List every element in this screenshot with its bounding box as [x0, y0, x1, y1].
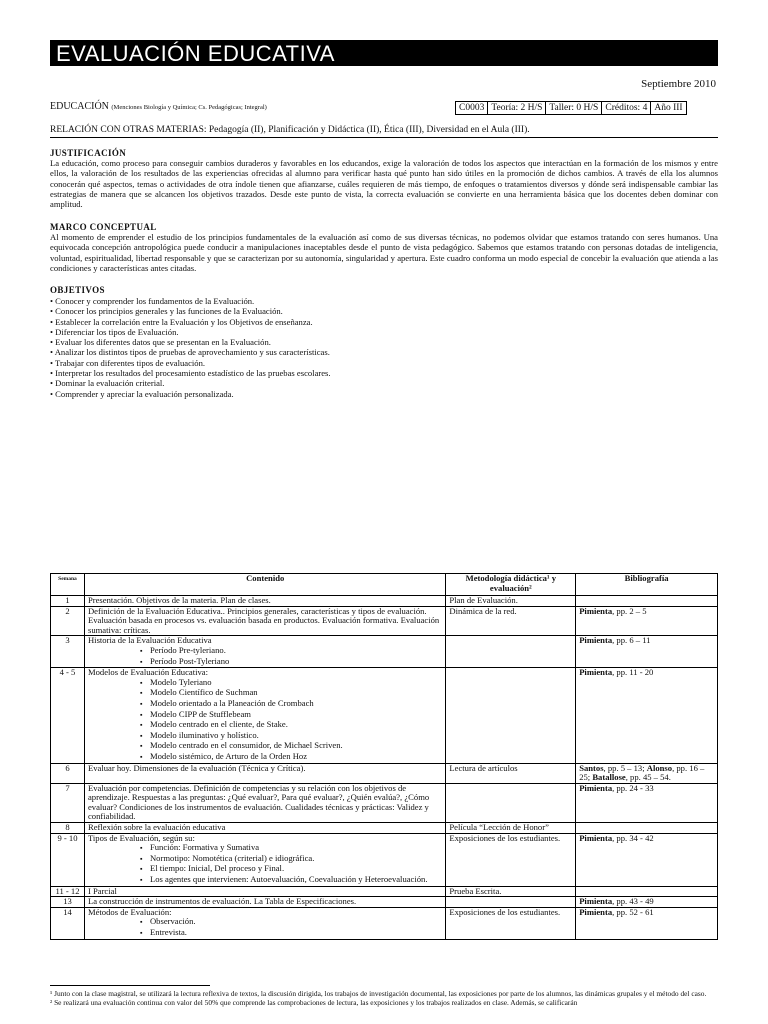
course-code: C0003: [455, 101, 488, 115]
week-cell: 14: [51, 907, 85, 939]
content-text: La construcción de instrumentos de evaluación. La Tabla de Especificaciones.: [87, 896, 357, 907]
content-text: Definición de la Evaluación Educativa.. Principios generales, características y tipos de evaluación. Evaluación basada en procesos vs. evaluación basada en productos. Evaluación formativa. Evaluación sumativa: críticas.: [87, 605, 440, 635]
content-bullet: ▪ Período Pre-tyleriano.: [150, 646, 442, 657]
education-label: [50, 101, 267, 112]
objective-item: • Conocer y comprender los fundamentos de la Evaluación.: [50, 296, 718, 306]
table-row: [51, 833, 718, 886]
content-cell: [84, 907, 445, 939]
content-cell: [84, 636, 445, 668]
title-bar: [50, 40, 718, 66]
content-text: Historia de la Evaluación Educativa: [87, 635, 212, 646]
methodology-cell: Exposiciones de los estudiantes.: [446, 907, 576, 939]
content-bullet: ▪ Período Post-Tyleriano: [150, 657, 442, 668]
education-title: EDUCACIÓN: [50, 101, 109, 112]
theory-hours: Teoría: 2 H/S: [488, 101, 546, 115]
table-row: [51, 823, 718, 834]
week-cell: 8: [51, 823, 85, 834]
footnote-divider: [50, 985, 210, 986]
document-date: Septiembre 2010: [641, 78, 716, 90]
objective-item: • Analizar los distintos tipos de pruebas de aprovechamiento y sus características.: [50, 347, 718, 357]
bibliography-cell: Pimienta, pp. 52 - 61: [576, 907, 718, 939]
week-cell: 4 - 5: [51, 668, 85, 763]
objective-item: • Evaluar los diferentes datos que se presentan en la Evaluación.: [50, 337, 718, 347]
week-cell: 1: [51, 596, 85, 607]
objective-item: • Dominar la evaluación criterial.: [50, 378, 718, 388]
justification-text: La educación, como proceso para conseguir cambios duraderos y favorables en los educandos, exige la valoración de todos los aspectos que interactúan en la formación de los mismos y entre ellos, la valoración de los resultados de las experiencias ofrecidas al alumno para verificar hasta qué punto han sido útiles en la promoción de dichos cambios. A través de ella los alumnos conocerán qué aspectos, temas o actividades de otra índole tienen que afianzarse, cuáles requieren de más tiempo, de enfoques o tratamientos diversos y dónde será indispensable cambiar las estrategias de manera que se alcancen los objetivos trazados. Desde este punto de vista, la correcta evaluación se convierte en una herramienta básica que los docentes deben dominar con amplitud.: [50, 158, 718, 210]
table-row: [51, 763, 718, 783]
methodology-cell: Exposiciones de los estudiantes.: [446, 833, 576, 886]
content-bullet: ▪ Modelo CIPP de Stufflebeam: [150, 710, 442, 721]
content-text: I Parcial: [87, 885, 117, 896]
methodology-cell: [446, 636, 576, 668]
methodology-cell: [446, 783, 576, 822]
methodology-cell: [446, 668, 576, 763]
content-bullet: ▪ Observación.: [150, 917, 442, 928]
content-bullet: ▪ Entrevista.: [150, 928, 442, 939]
objective-item: • Interpretar los resultados del procesamiento estadístico de las pruebas escolares.: [50, 368, 718, 378]
table-row: [51, 783, 718, 822]
content-cell: [84, 783, 445, 822]
content-bullet: ▪ Modelo Tyleriano: [150, 678, 442, 689]
week-cell: 9 - 10: [51, 833, 85, 886]
content-text: Métodos de Evaluación:: [87, 906, 172, 917]
content-bullet: ▪ Modelo Científico de Suchman: [150, 688, 442, 699]
content-bullets: [150, 678, 442, 763]
bibliography-cell: [576, 596, 718, 607]
workshop-hours: Taller: 0 H/S: [546, 101, 602, 115]
content-bullet: ▪ El tiempo: Inicial, Del proceso y Final.: [150, 864, 442, 875]
content-cell: [84, 763, 445, 783]
related-subjects: RELACIÓN CON OTRAS MATERIAS: Pedagogía (II), Planificación y Didáctica (II), Ética (III), Diversidad en el Aula (III).: [50, 125, 718, 138]
week-cell: 2: [51, 606, 85, 636]
methodology-cell: Lectura de artículos: [446, 763, 576, 783]
content-text: Evaluar hoy. Dimensiones de la evaluación (Técnica y Crítica).: [87, 762, 306, 773]
content-bullet: ▪ Modelo centrado en el cliente, de Stake.: [150, 720, 442, 731]
conceptual-framework-heading: MARCO CONCEPTUAL: [50, 222, 157, 232]
objective-item: • Trabajar con diferentes tipos de evaluación.: [50, 358, 718, 368]
year: Año III: [651, 101, 686, 115]
content-text: Presentación. Objetivos de la materia. Plan de clases.: [87, 595, 271, 605]
header-methodology: Metodología didáctica¹ y evaluación²: [446, 574, 576, 596]
content-bullet: ▪ Normotipo: Nomotética (criterial) e idiográfica.: [150, 854, 442, 865]
bibliography-cell: [576, 886, 718, 897]
content-cell: [84, 897, 445, 908]
objective-item: • Establecer la correlación entre la Evaluación y los Objetivos de enseñanza.: [50, 317, 718, 327]
table-row: [51, 668, 718, 763]
methodology-cell: Prueba Escrita.: [446, 886, 576, 897]
bibliography-cell: Pimienta, pp. 43 - 49: [576, 897, 718, 908]
footnote-1: ¹ Junto con la clase magistral, se utilizará la lectura reflexiva de textos, la discusión dirigida, los trabajos de investigación documental, las exposiciones por parte de los alumnos, las dinámicas grupales y el método del caso.: [50, 989, 707, 998]
header-content: Contenido: [84, 574, 445, 596]
week-cell: 3: [51, 636, 85, 668]
bibliography-cell: Pimienta, pp. 11 - 20: [576, 668, 718, 763]
content-cell: [84, 668, 445, 763]
course-info-boxes: [455, 101, 687, 115]
credits: Créditos: 4: [602, 101, 651, 115]
content-bullets: [150, 646, 442, 667]
content-cell: [84, 886, 445, 897]
content-bullet: ▪ Modelo orientado a la Planeación de Crombach: [150, 699, 442, 710]
content-cell: [84, 606, 445, 636]
content-cell: [84, 823, 445, 834]
bibliography-cell: Pimienta, pp. 2 – 5: [576, 606, 718, 636]
objective-item: • Comprender y apreciar la evaluación personalizada.: [50, 389, 718, 399]
content-bullet: ▪ Modelo iluminativo y holístico.: [150, 731, 442, 742]
table-row: [51, 886, 718, 897]
week-cell: 13: [51, 897, 85, 908]
content-text: Evaluación por competencias. Definición de competencias y su relación con los objetivos de aprendizaje. Respuestas a las preguntas: ¿Qué evaluar?, Para qué evaluar?, ¿Quién evalúa?, ¿Cómo evaluar? Condiciones de los instrumentos de evaluación. Cualidades técnicas y prácticas: Validez y confiabilidad.: [87, 782, 430, 822]
methodology-cell: Película “Lección de Honor”: [446, 823, 576, 834]
objectives-list: [50, 296, 718, 399]
table-row: [51, 596, 718, 607]
schedule-table: [50, 573, 718, 940]
content-bullet: ▪ Modelo centrado en el consumidor, de Michael Scriven.: [150, 741, 442, 752]
header-bibliography: Bibliografía: [576, 574, 718, 596]
justification-heading: JUSTIFICACIÓN: [50, 148, 127, 158]
objective-item: • Diferenciar los tipos de Evaluación.: [50, 327, 718, 337]
footnote-2: ² Se realizará una evaluación continua con valor del 50% que comprende las comprobaciones de lectura, las exposiciones y los trabajos realizados en clase. Además, se calificarán: [50, 998, 578, 1007]
document-title: EVALUACIÓN EDUCATIVA: [56, 41, 335, 66]
table-row: [51, 606, 718, 636]
table-row: [51, 897, 718, 908]
content-text: Modelos de Evaluación Educativa:: [87, 667, 209, 678]
objective-item: • Conocer los principios generales y las funciones de la Evaluación.: [50, 306, 718, 316]
bibliography-cell: Pimienta, pp. 24 - 33: [576, 783, 718, 822]
conceptual-framework-text: Al momento de emprender el estudio de los principios fundamentales de la evaluación así como de sus diversas técnicas, no podemos olvidar que estamos tratando con seres humanos. Una equivocada concepción antropológica puede conducir a manipulaciones inaceptables desde el punto de vista pedagógico. Sabemos que estamos tratando con personas dotadas de inteligencia, voluntad, espiritualidad, libertad responsable y que se caracterizan por su autonomía, singularidad y apertura. Este cuadro conforma un modo especial de concebir la evaluación que atienda a las condiciones y características antes citadas.: [50, 232, 718, 273]
content-text: Tipos de Evaluación, según su:: [87, 832, 195, 843]
methodology-cell: [446, 897, 576, 908]
footnotes: [50, 989, 718, 1007]
week-cell: 11 - 12: [51, 886, 85, 897]
table-row: [51, 636, 718, 668]
education-row: [50, 101, 718, 115]
content-bullets: [150, 917, 442, 938]
week-cell: 6: [51, 763, 85, 783]
objectives-heading: OBJETIVOS: [50, 285, 105, 295]
methodology-cell: Plan de Evaluación.: [446, 596, 576, 607]
bibliography-cell: Pimienta, pp. 6 – 11: [576, 636, 718, 668]
bibliography-cell: [576, 823, 718, 834]
content-bullet: ▪ Función: Formativa y Sumativa: [150, 843, 442, 854]
bibliography-cell: Pimienta, pp. 34 - 42: [576, 833, 718, 886]
week-cell: 7: [51, 783, 85, 822]
methodology-cell: Dinámica de la red.: [446, 606, 576, 636]
content-bullets: [150, 843, 442, 885]
table-row: [51, 907, 718, 939]
content-cell: [84, 596, 445, 607]
bibliography-cell: Santos, pp. 5 – 13; Alonso, pp. 16 – 25; Batallose, pp. 45 – 54.: [576, 763, 718, 783]
content-cell: [84, 833, 445, 886]
header-week: Semana: [51, 574, 85, 596]
table-header-row: [51, 574, 718, 596]
content-bullet: ▪ Los agentes que intervienen: Autoevaluación, Coevaluación y Heteroevaluación.: [150, 875, 442, 886]
content-text: Reflexión sobre la evaluación educativa: [87, 822, 226, 833]
education-subtitle: (Menciones Biología y Química; Cs. Pedagógicas; Integral): [111, 104, 267, 111]
content-bullet: ▪ Modelo sistémico, de Arturo de la Orden Hoz: [150, 752, 442, 763]
